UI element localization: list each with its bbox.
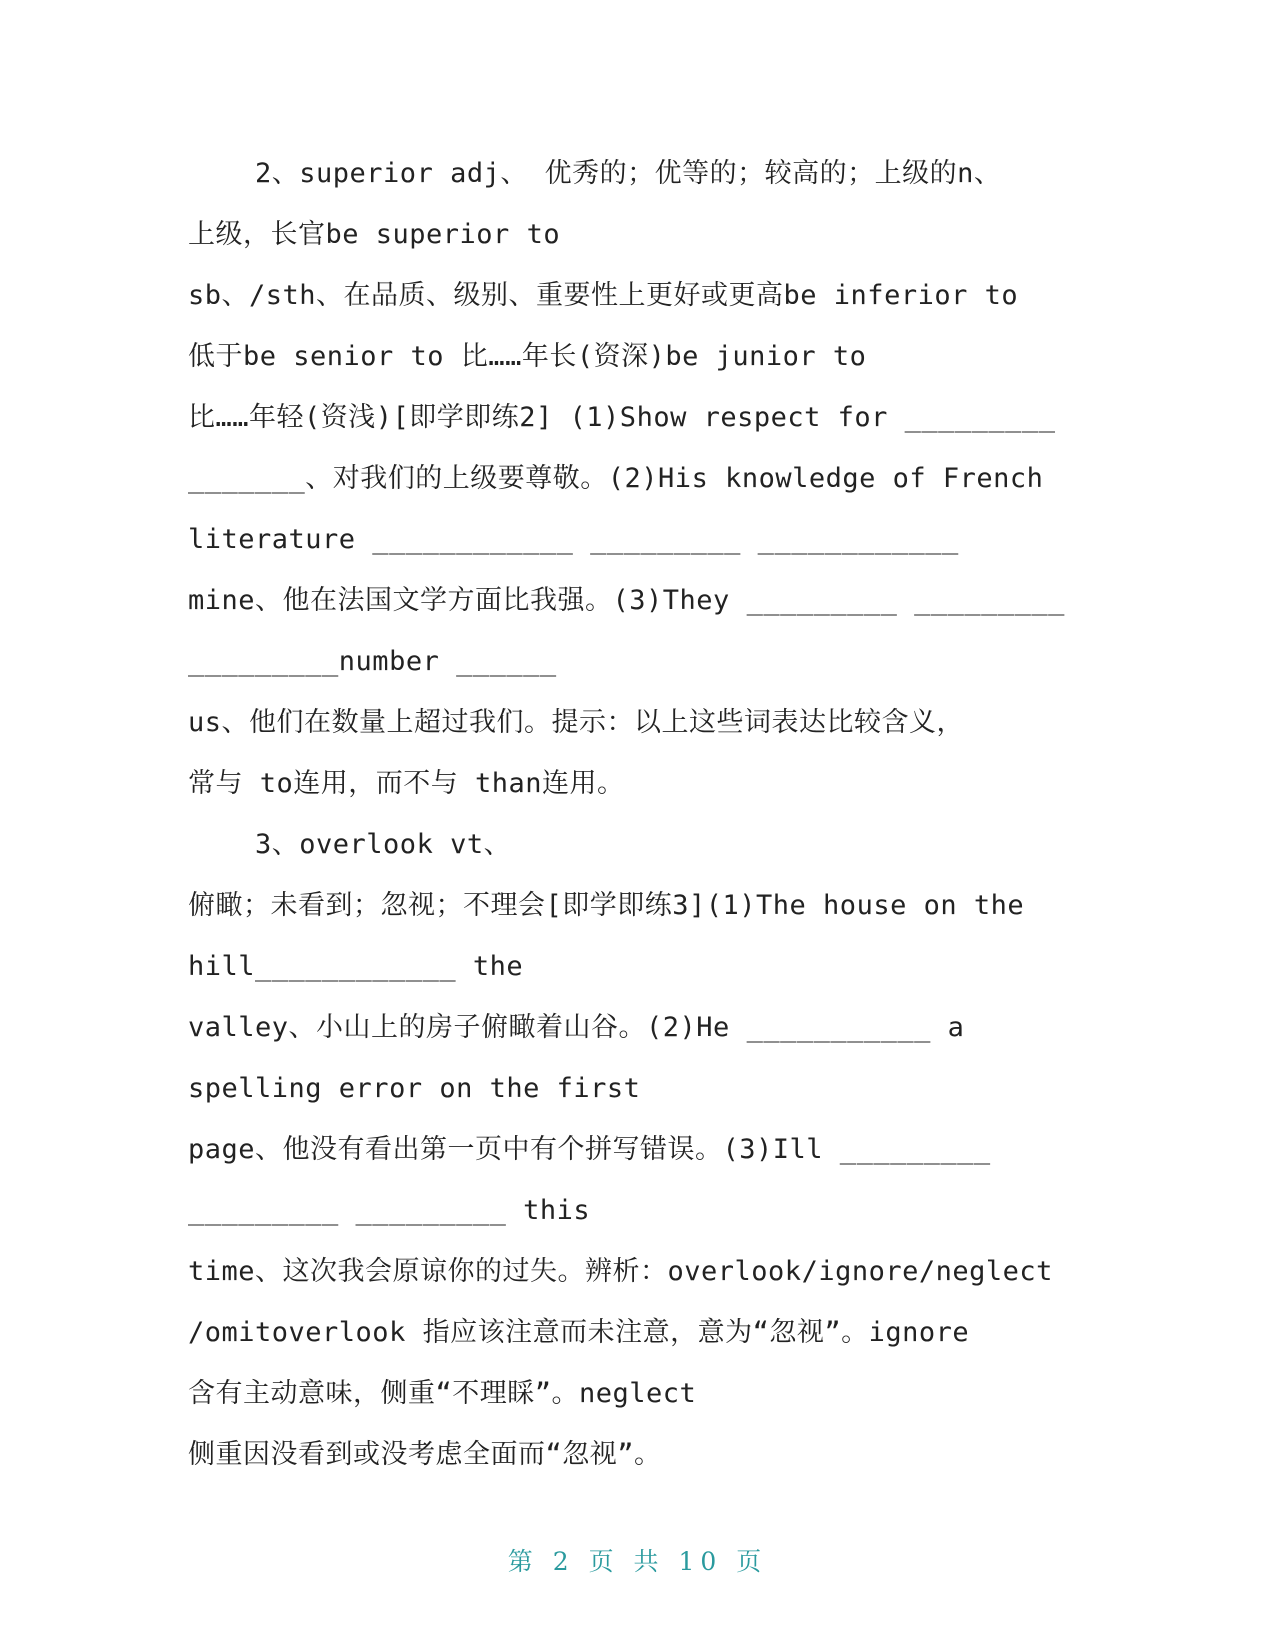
- document-body: [188, 143, 1088, 1485]
- text-line: valley、小山上的房子俯瞰着山谷。(2)He ___________ a: [188, 1012, 965, 1043]
- text-line: 低于be senior to 比……年长(资深)be junior to: [188, 341, 867, 372]
- text-line: 3、overlook vt、: [188, 829, 512, 860]
- text-line: _________number ______: [188, 646, 557, 677]
- text-line: 含有主动意味，侧重“不理睬”。neglect: [188, 1378, 697, 1409]
- text-line: 2、superior adj、 优秀的；优等的；较高的；上级的n、: [188, 158, 1002, 189]
- text-line: 上级，长官be superior to: [188, 219, 561, 250]
- text-line: hill____________ the: [188, 951, 524, 982]
- text-line: page、他没有看出第一页中有个拼写错误。(3)Ill _________: [188, 1134, 991, 1165]
- text-line: 常与 to连用，而不与 than连用。: [188, 768, 625, 799]
- text-line: 俯瞰；未看到；忽视；不理会[即学即练3](1)The house on the: [188, 890, 1025, 921]
- text-line: us、他们在数量上超过我们。提示：以上这些词表达比较含义，: [188, 707, 965, 738]
- text-line: _________ _________ this: [188, 1195, 591, 1226]
- text-line: /omitoverlook 指应该注意而未注意，意为“忽视”。ignore: [188, 1317, 970, 1348]
- text-line: 侧重因没看到或没考虑全面而“忽视”。: [188, 1439, 662, 1470]
- text-line: _______、对我们的上级要尊敬。(2)His knowledge of French: [188, 463, 1044, 494]
- text-line: time、这次我会原谅你的过失。辨析：overlook/ignore/neglect: [188, 1256, 1053, 1287]
- page-number-footer: 第 2 页 共 10 页: [507, 1547, 768, 1576]
- text-line: literature ____________ _________ ____________: [188, 524, 959, 555]
- text-line: mine、他在法国文学方面比我强。(3)They _________ _________: [188, 585, 1065, 616]
- text-line: sb、/sth、在品质、级别、重要性上更好或更高be inferior to: [188, 280, 1019, 311]
- text-line: 比……年轻(资浅)[即学即练2] (1)Show respect for _________: [188, 402, 1056, 433]
- text-line: spelling error on the first: [188, 1073, 641, 1104]
